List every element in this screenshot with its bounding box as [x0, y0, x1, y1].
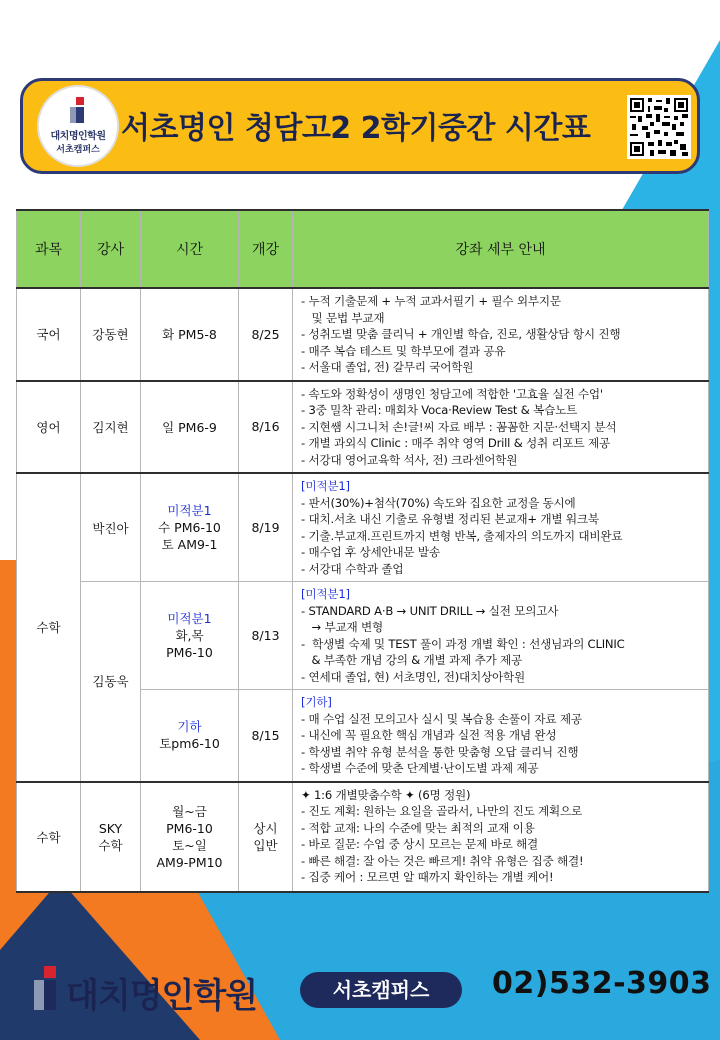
- detail-line: - 매수업 후 상세안내문 발송: [301, 545, 440, 559]
- details-cell: [293, 582, 709, 690]
- start-date-cell: 8/19: [239, 473, 293, 582]
- detail-line: - 연세대 졸업, 현) 서초명인, 전)대치상아학원: [301, 669, 526, 684]
- course-label: [미적분1]: [301, 587, 350, 601]
- detail-line: - 서울대 졸업, 전) 갈무리 국어학원: [301, 360, 474, 374]
- detail-line: - 서강대 영어교육학 석사, 전) 크라센어학원: [301, 452, 518, 467]
- details-cell: [293, 782, 709, 892]
- header-time: 시간: [141, 210, 239, 288]
- time-line: PM6-10: [166, 645, 213, 660]
- campus-badge: 서초캠퍼스: [300, 972, 462, 1008]
- qr-code-icon[interactable]: [627, 95, 691, 159]
- page-title: 서초명인 청담고2 2학기중간 시간표: [121, 111, 591, 146]
- detail-line: - 개별 과외식 Clinic : 매주 취약 영역 Drill & 성취 리포트 제공: [301, 436, 610, 450]
- academy-logo: [37, 85, 119, 167]
- time-line: 화,목: [175, 628, 204, 643]
- start-line: 입반: [253, 837, 278, 853]
- time-line: 토~일: [172, 837, 207, 853]
- header-teacher: 강사: [81, 210, 141, 288]
- header-subject: 과목: [17, 210, 81, 288]
- subject-cell: 영어: [17, 381, 81, 474]
- teacher-line: 수학: [98, 837, 123, 853]
- detail-line: → 부교재 변형: [301, 620, 383, 634]
- course-tag: 기하: [177, 719, 202, 735]
- start-date-cell: [239, 782, 293, 892]
- time-cell: 일 PM6-9: [141, 381, 239, 474]
- time-line: PM6-10: [166, 820, 213, 836]
- detail-line: - 지현쌤 시그니처 손!글!씨 자료 배부 : 꼼꼼한 지문·선택지 분석: [301, 419, 617, 434]
- table-header-row: [17, 210, 709, 288]
- teacher-cell: 박진아: [81, 473, 141, 582]
- detail-line: - 학생별 취약 유형 분석을 통한 맞춤형 오답 클리닉 진행: [301, 744, 579, 759]
- course-tag: 미적분1: [167, 611, 212, 626]
- start-line: 상시: [253, 820, 278, 836]
- header-details: 강좌 세부 안내: [293, 210, 709, 288]
- course-tag: 미적분1: [167, 503, 212, 518]
- subject-cell: 국어: [17, 288, 81, 381]
- table-row: [17, 288, 709, 381]
- detail-line: - 학생별 숙제 및 TEST 풀이 과정 개별 확인 : 선생님과의 CLINIC: [301, 636, 625, 651]
- time-line: 토 AM9-1: [161, 537, 218, 552]
- teacher-cell: 김지현: [81, 381, 141, 474]
- schedule-table: [16, 209, 709, 893]
- detail-line: & 부족한 개념 강의 & 개별 과제 추가 제공: [301, 653, 523, 667]
- details-cell: [293, 473, 709, 582]
- time-line: 월~금: [172, 803, 207, 819]
- detail-line: - 기출.부교재.프린트까지 변형 반복, 출제자의 의도까지 대비완료: [301, 528, 623, 543]
- title-banner: [20, 78, 700, 174]
- course-label: [미적분1]: [301, 479, 350, 493]
- detail-line: - STANDARD A·B → UNIT DRILL → 실전 모의고사: [301, 603, 559, 618]
- detail-line: - 대치.서초 내신 기출로 유형별 정리된 본교재+ 개별 워크북: [301, 512, 599, 526]
- table-row: [17, 381, 709, 474]
- detail-line: - 집중 케어 : 모르면 알 때까지 확인하는 개별 케어!: [301, 870, 554, 884]
- detail-line: - 3중 밀착 관리: 매회차 Voca·Review Test & 복습노트: [301, 403, 578, 417]
- detail-line: 및 문법 부교재: [301, 310, 385, 325]
- start-date-cell: 8/15: [239, 690, 293, 782]
- detail-line: - 성취도별 맞춤 클리닉 + 개인별 학습, 진로, 생활상담 항시 진행: [301, 327, 621, 341]
- detail-line: - 학생별 수준에 맞춘 단계별·난이도별 과제 제공: [301, 761, 539, 775]
- time-line: AM9-PM10: [156, 854, 223, 870]
- teacher-cell: 강동현: [81, 288, 141, 381]
- time-cell: [141, 690, 239, 782]
- detail-line: - 바로 질문: 수업 중 상시 모르는 문제 바로 해결: [301, 837, 539, 851]
- time-line: 수 PM6-10: [158, 520, 221, 535]
- table-row: [17, 782, 709, 892]
- logo-text-campus: 서초캠퍼스: [56, 145, 100, 155]
- detail-line: - 내신에 꼭 필요한 핵심 개념과 실전 적용 개념 완성: [301, 728, 557, 742]
- start-date-cell: 8/25: [239, 288, 293, 381]
- logo-mark-icon: [70, 97, 90, 123]
- detail-line: - 누적 기출문제 + 누적 교과서필기 + 필수 외부지문: [301, 294, 561, 308]
- time-cell: 화 PM5-8: [141, 288, 239, 381]
- details-cell: [293, 381, 709, 474]
- start-date-cell: 8/16: [239, 381, 293, 474]
- subject-cell: 수학: [17, 782, 81, 892]
- time-line: 토pm6-10: [159, 736, 220, 752]
- details-cell: [293, 690, 709, 782]
- teacher-cell: [81, 782, 141, 892]
- detail-line: - 판서(30%)+첨삭(70%) 속도와 집요한 교정을 동시에: [301, 495, 576, 510]
- start-date-cell: 8/13: [239, 582, 293, 690]
- detail-line: ✦ 1:6 개별맞춤수학 ✦ (6명 정원): [301, 787, 471, 802]
- detail-line: - 속도와 정확성이 생명인 청담고에 적합한 '고효율 실전 수업': [301, 386, 603, 401]
- header-start: 개강: [239, 210, 293, 288]
- detail-line: - 적합 교재: 나의 수준에 맞는 최적의 교재 이용: [301, 820, 535, 835]
- table-row: [17, 473, 709, 582]
- teacher-cell: 김동욱: [81, 582, 141, 782]
- teacher-line: SKY: [98, 820, 123, 836]
- time-cell: [141, 782, 239, 892]
- detail-line: - 매주 복습 테스트 및 학부모에 결과 공유: [301, 343, 506, 358]
- course-label: [기하]: [301, 695, 332, 709]
- detail-line: - 빠른 해결: 잘 아는 것은 빠르게! 취약 유형은 집중 해결!: [301, 853, 584, 868]
- time-cell: [141, 473, 239, 582]
- logo-text-academy: 대치명인학원: [50, 131, 106, 142]
- details-cell: [293, 288, 709, 381]
- detail-line: - 서강대 수학과 졸업: [301, 561, 404, 576]
- phone-number[interactable]: 02)532-3903: [492, 966, 712, 1001]
- time-cell: [141, 582, 239, 690]
- table-row: [17, 582, 709, 690]
- detail-line: - 매 수업 실전 모의고사 실시 및 복습용 손풀이 자료 제공: [301, 711, 582, 726]
- footer-academy-name: 대치명인학원: [66, 976, 258, 1016]
- subject-cell: 수학: [17, 473, 81, 782]
- detail-line: - 진도 계획: 원하는 요일을 골라서, 나만의 진도 계획으로: [301, 804, 583, 818]
